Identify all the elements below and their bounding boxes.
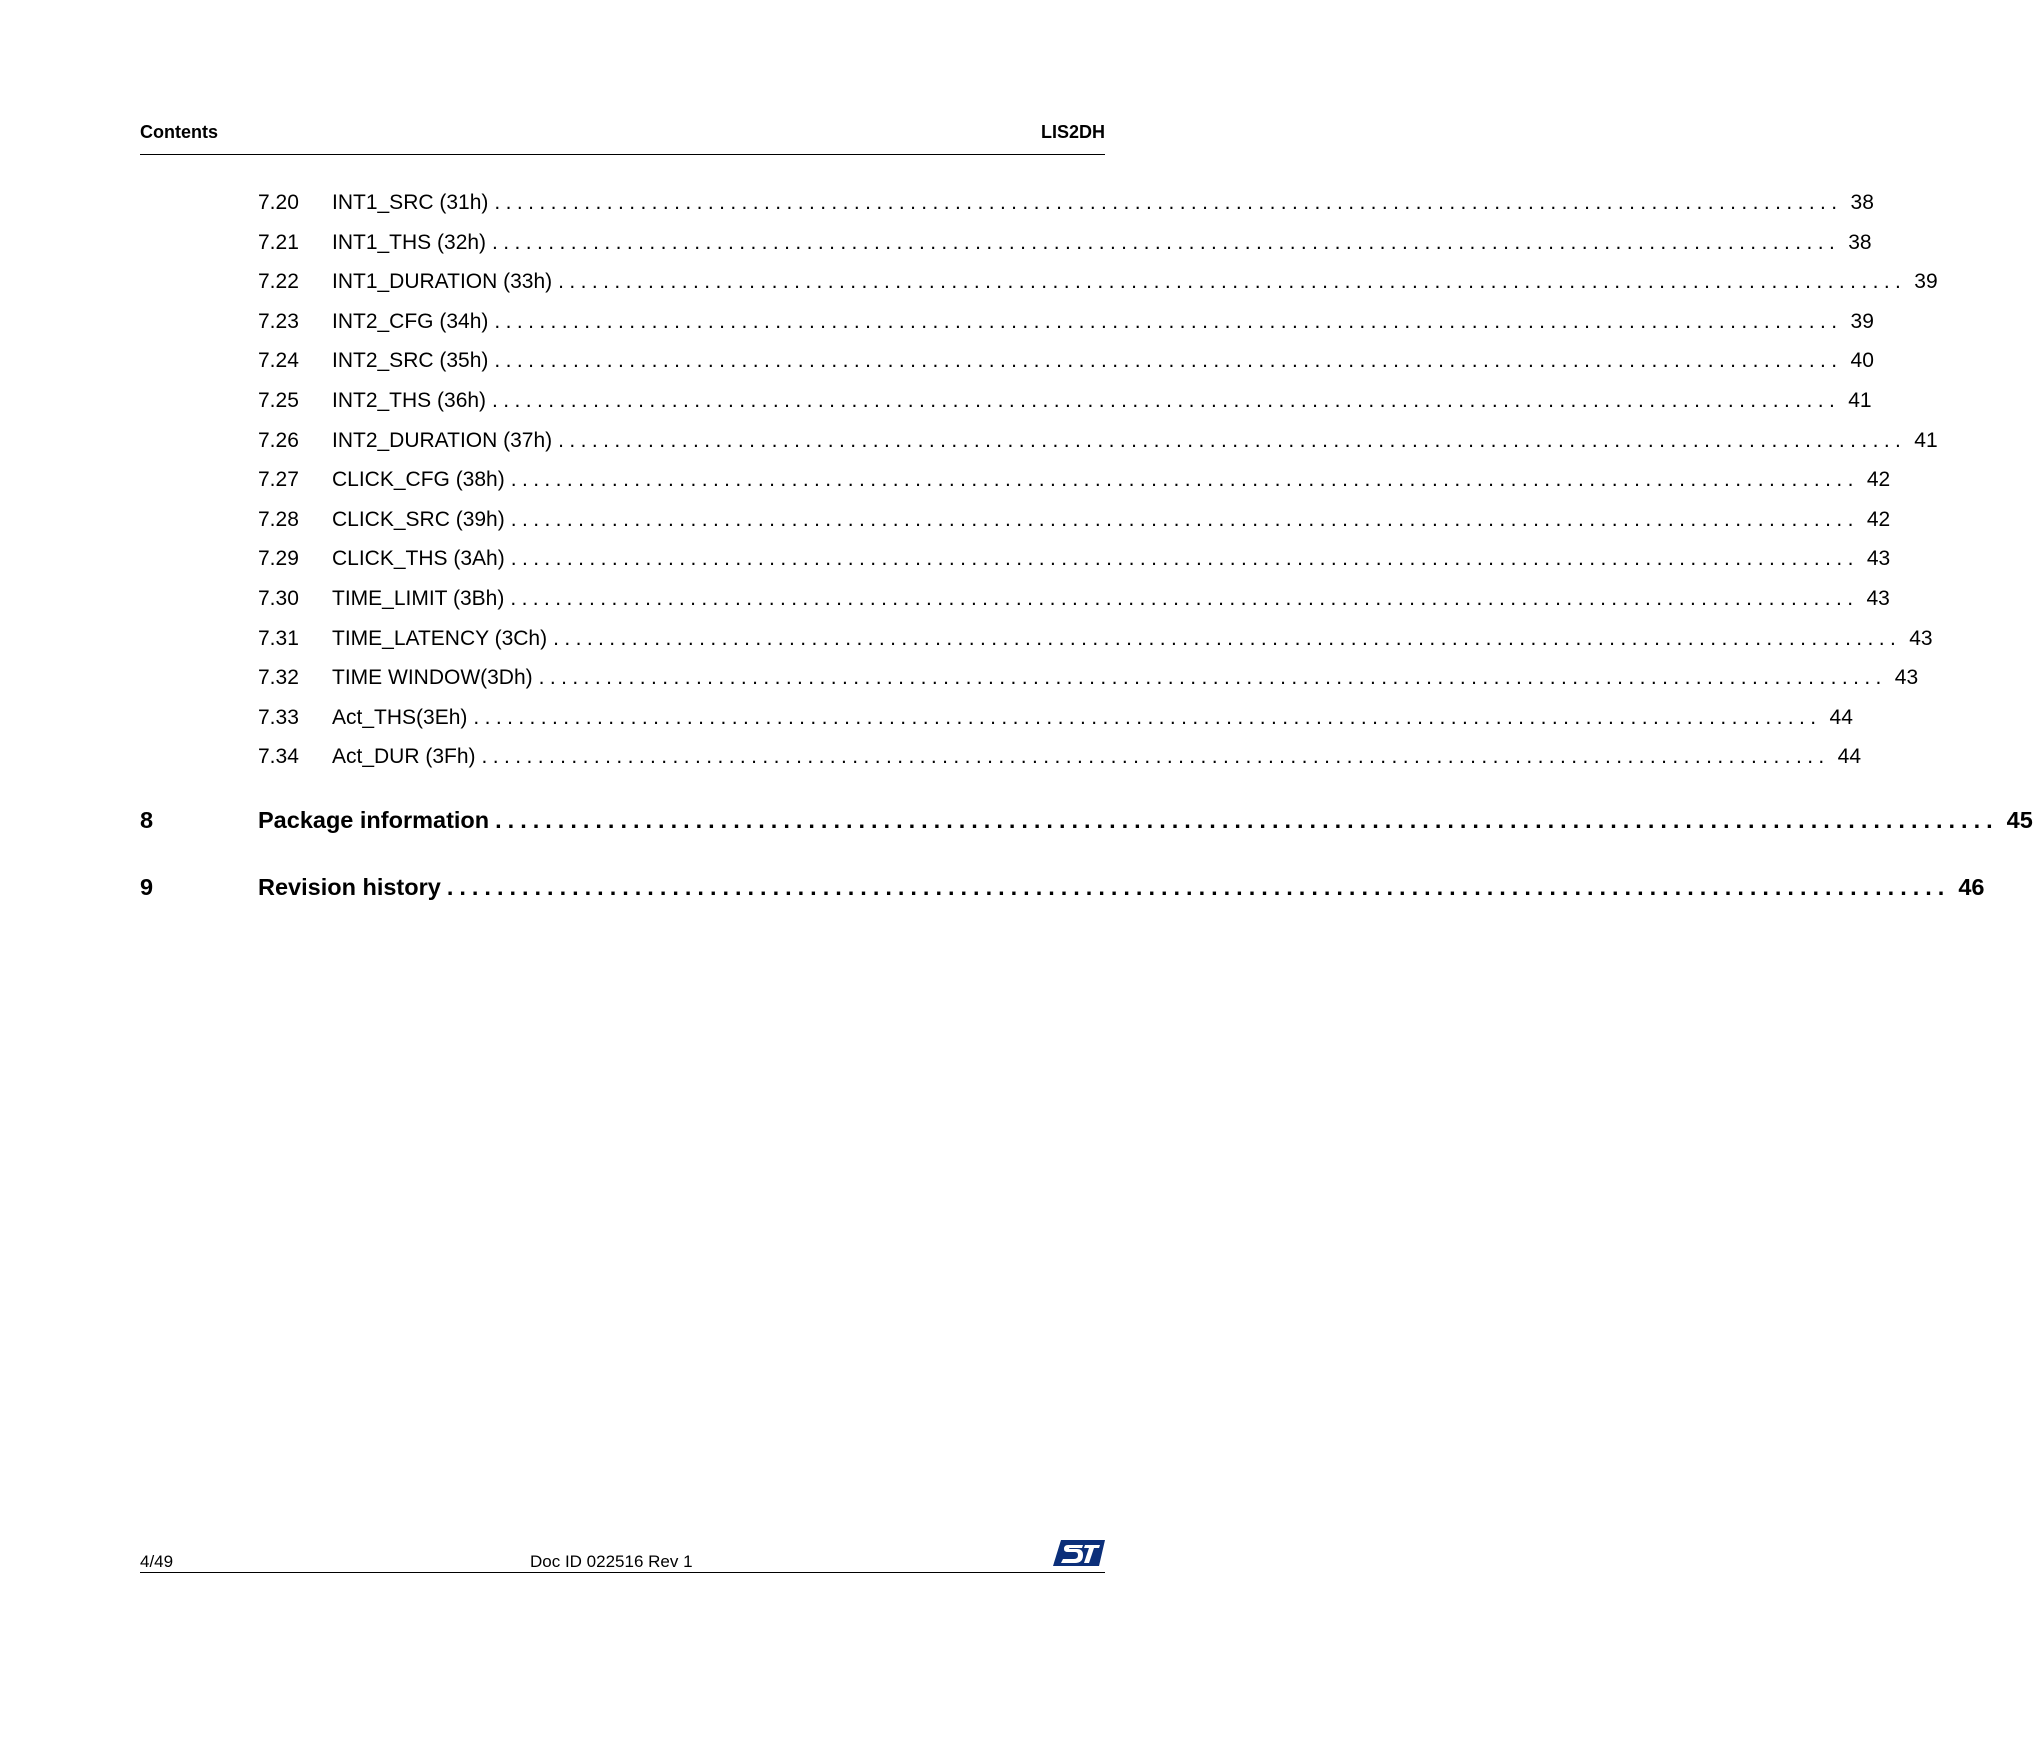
toc-entry-line: [332, 460, 1891, 500]
toc-entry-page: 41: [1848, 388, 1872, 412]
toc-entry-number: 9: [140, 873, 154, 900]
toc-leader-dots: ........................................................................................................................: [494, 349, 1843, 373]
toc-entry-number: 7.27: [258, 468, 299, 492]
toc-leader-dots: ........................................................................................................................: [492, 230, 1841, 254]
toc-entry-title: Act_DUR (3Fh): [332, 745, 476, 769]
toc-entry-page: 43: [1866, 547, 1891, 571]
toc-entry-title: CLICK_THS (3Ah): [332, 547, 505, 571]
toc-entry-line: [332, 262, 1938, 302]
toc-entry[interactable]: [140, 421, 1938, 461]
toc-entry-page: 42: [1866, 468, 1891, 492]
toc-leader-dots: ........................................................................................................................: [481, 745, 1830, 769]
toc-entry-title: Package information: [258, 806, 490, 833]
toc-entry-line: [332, 658, 1919, 698]
toc-leader-dots: ........................................................................................................................: [538, 666, 1887, 690]
toc-leader-dots: ........................................................................................................................: [510, 586, 1859, 610]
toc-entry-title: INT2_CFG (34h): [332, 309, 489, 333]
toc-entry-number: 7.29: [258, 547, 299, 571]
toc-entry-page: 43: [1909, 626, 1933, 650]
toc-entry-number: 7.21: [258, 230, 299, 254]
toc-entry-page: 42: [1866, 507, 1891, 531]
toc-entry-page: 43: [1894, 666, 1919, 690]
toc-entry[interactable]: [140, 381, 1872, 421]
toc-leader-dots: ........................................................................................................................: [492, 388, 1841, 412]
toc-entry[interactable]: [140, 223, 1872, 263]
toc-leader-dots: ........................................................................................................................: [558, 428, 1907, 452]
toc-entry-line: [332, 619, 1933, 659]
toc-entry-number: 7.20: [258, 191, 299, 214]
toc-entry-line: [332, 698, 1853, 738]
toc-entry-line: [332, 341, 1874, 381]
toc-entry-page: 44: [1829, 705, 1853, 729]
toc-entry-line: [332, 737, 1862, 777]
page-footer: [140, 1542, 1105, 1573]
toc-leader-dots: ........................................................................................................................: [495, 806, 1999, 833]
toc-entry-page: 43: [1866, 586, 1890, 610]
toc-entry-title: INT1_SRC (31h): [332, 191, 489, 214]
toc-entry-line: [332, 579, 1890, 619]
toc-entry-title: TIME_LATENCY (3Ch): [332, 626, 548, 650]
toc-entry[interactable]: [140, 698, 1853, 738]
page-header: [140, 122, 1105, 155]
toc-entry-title: CLICK_CFG (38h): [332, 468, 505, 492]
toc-entry-number: 7.26: [258, 428, 299, 452]
toc-entry-title: INT1_THS (32h): [332, 230, 487, 254]
toc-entry-number: 7.31: [258, 626, 299, 650]
toc-entry[interactable]: [140, 787, 2033, 854]
toc-leader-dots: ........................................................................................................................: [510, 468, 1859, 492]
toc-entry-number: 7.30: [258, 586, 299, 610]
toc-entry-title: INT2_SRC (35h): [332, 349, 489, 373]
toc-entry-page: 40: [1850, 349, 1874, 373]
toc-entry-title: TIME WINDOW(3Dh): [332, 666, 533, 690]
toc-entry-title: Revision history: [258, 873, 441, 900]
toc-entry-page: 46: [1958, 873, 1985, 900]
toc-entry-line: [332, 302, 1874, 342]
toc-entry-line: [332, 539, 1891, 579]
toc-entry-page: 45: [2006, 806, 2033, 833]
toc-entry[interactable]: [140, 579, 1890, 619]
header-product: LIS2DH: [1040, 122, 1105, 142]
toc-leader-dots: ........................................................................................................................: [446, 873, 1951, 900]
toc-entry-line: [332, 381, 1872, 421]
toc-entry-page: 39: [1850, 309, 1874, 333]
toc-entry-title: CLICK_SRC (39h): [332, 507, 505, 531]
st-logo-icon: [1053, 1538, 1105, 1568]
toc-entry[interactable]: [140, 619, 1933, 659]
toc-entry-title: TIME_LIMIT (3Bh): [332, 586, 505, 610]
toc-entry-number: 7.24: [258, 349, 299, 373]
toc-entry[interactable]: [140, 500, 1891, 540]
toc-leader-dots: ........................................................................................................................: [553, 626, 1902, 650]
toc-entry[interactable]: [140, 854, 1985, 921]
toc-main-list: [140, 787, 2033, 921]
toc-leader-dots: ........................................................................................................................: [494, 309, 1843, 333]
toc-entry[interactable]: [140, 539, 1891, 579]
toc-entry-number: 7.22: [258, 270, 299, 294]
toc-leader-dots: ........................................................................................................................: [510, 547, 1859, 571]
toc-entry-page: 38: [1850, 191, 1874, 214]
toc-entry-title: INT1_DURATION (33h): [332, 270, 553, 294]
toc-entry-line: [258, 854, 1985, 921]
toc-entry-number: 7.25: [258, 388, 299, 412]
footer-page-number: 4/49: [140, 1552, 174, 1571]
toc-entry[interactable]: [140, 302, 1874, 342]
toc-entry-title: INT2_THS (36h): [332, 388, 487, 412]
toc-entry-number: 7.33: [258, 705, 299, 729]
toc-entry[interactable]: [140, 341, 1874, 381]
toc-entry-number: 8: [140, 806, 154, 833]
toc-entry-number: 7.28: [258, 507, 299, 531]
toc-entry-page: 39: [1914, 270, 1938, 294]
toc-entry-line: [332, 500, 1891, 540]
toc-leader-dots: ........................................................................................................................: [494, 191, 1843, 214]
toc-entry-title: INT2_DURATION (37h): [332, 428, 553, 452]
toc-leader-dots: ........................................................................................................................: [558, 270, 1907, 294]
toc-entry[interactable]: [140, 460, 1891, 500]
toc-entry-number: 7.23: [258, 309, 299, 333]
toc-entry-page: 44: [1837, 745, 1862, 769]
toc-entry[interactable]: [140, 658, 1919, 698]
toc-entry-number: 7.34: [258, 745, 299, 769]
toc-entry[interactable]: [140, 737, 1862, 777]
toc-entry-number: 7.32: [258, 666, 299, 690]
toc-entry-title: Act_THS(3Eh): [332, 705, 468, 729]
toc-leader-dots: ........................................................................................................................: [473, 705, 1822, 729]
header-section: Contents: [140, 122, 218, 142]
toc-entry-line: [332, 421, 1938, 461]
toc-entry-line: [332, 183, 1874, 223]
footer-doc-id: Doc ID 022516 Rev 1: [530, 1552, 693, 1571]
toc-entry-line: [332, 223, 1872, 263]
toc-entry-page: 38: [1848, 230, 1872, 254]
toc-entry-line: [258, 787, 2033, 854]
toc-sub-list: [140, 183, 1938, 777]
toc-entry[interactable]: [140, 183, 1874, 223]
table-of-contents: [140, 183, 2033, 921]
toc-entry[interactable]: [140, 262, 1938, 302]
toc-entry-page: 41: [1914, 428, 1938, 452]
toc-leader-dots: ........................................................................................................................: [510, 507, 1859, 531]
